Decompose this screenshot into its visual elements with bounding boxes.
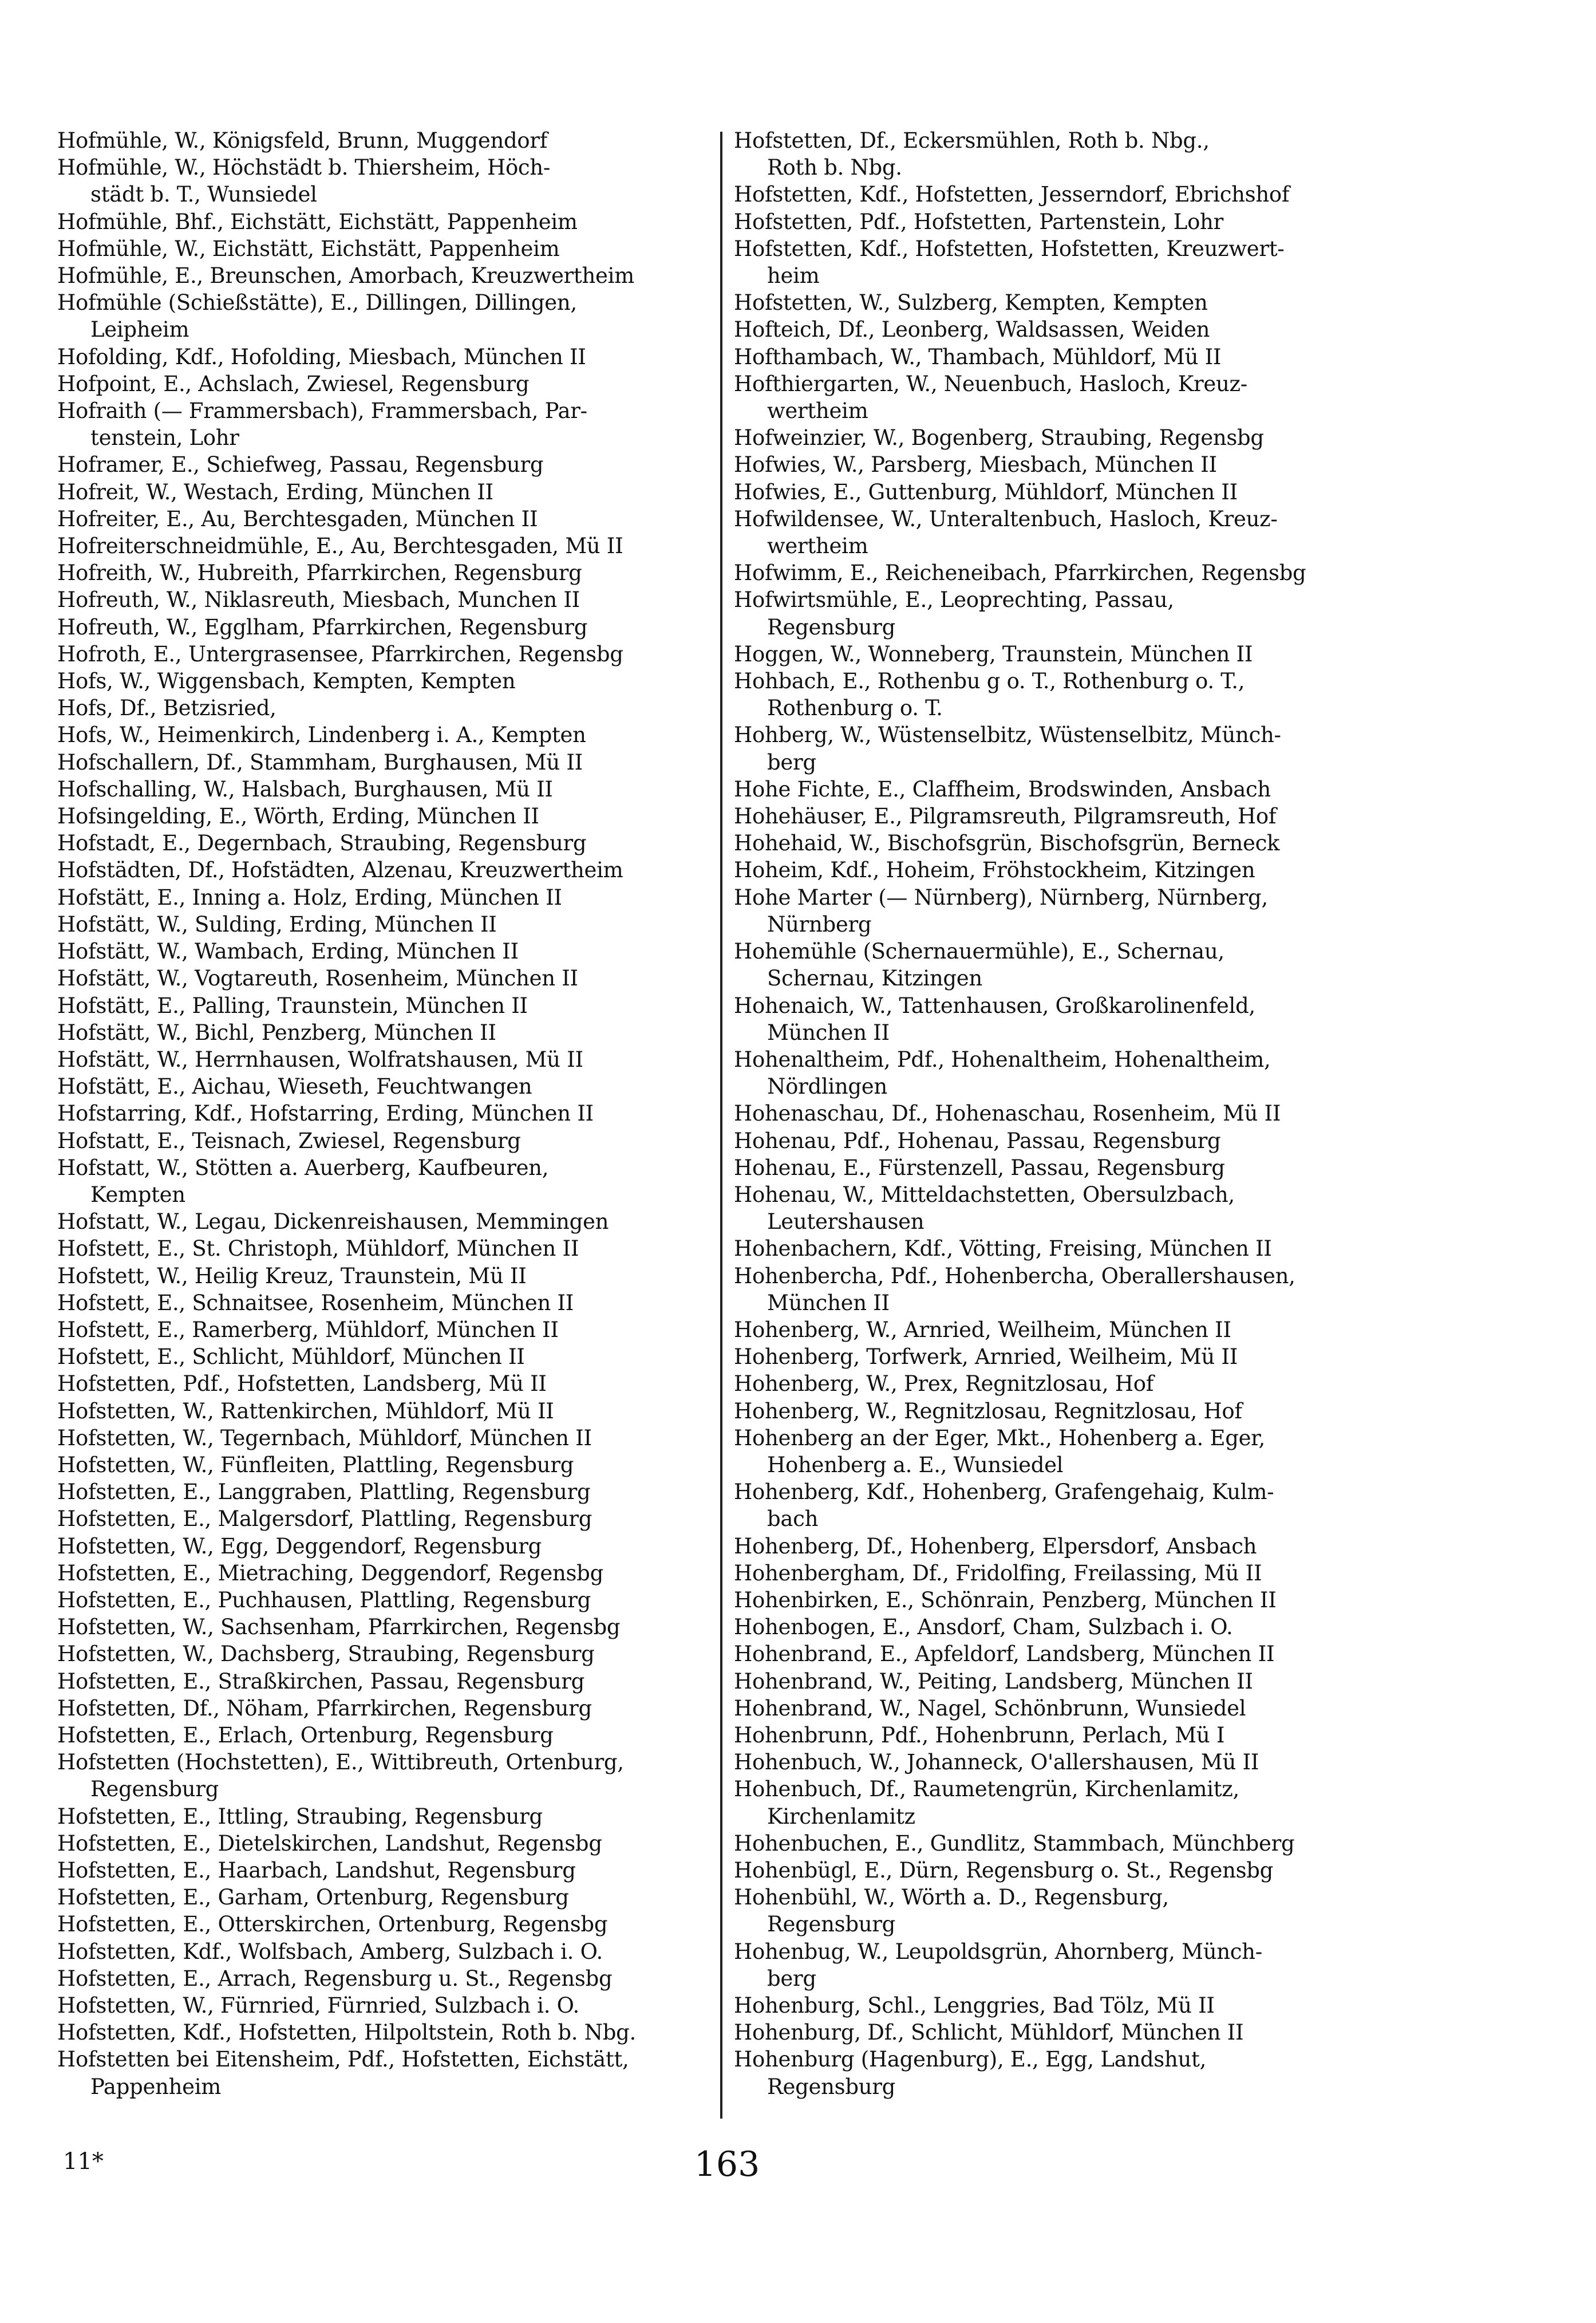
directory-entry xyxy=(734,235,1392,289)
directory-entry xyxy=(57,1992,716,2019)
entry-line: Hofstetten, Kdf., Hofstetten, Jesserndorf, Ebrichshof xyxy=(734,182,1290,207)
directory-entry xyxy=(734,316,1392,343)
directory-entry xyxy=(57,1154,716,1208)
page-number: 163 xyxy=(694,2144,760,2184)
right-column xyxy=(734,127,1392,2100)
entry-line: Hohehaid, W., Bischofsgrün, Bischofsgrün, Berneck xyxy=(734,831,1280,856)
entry-line: Hofweinzier, W., Bogenberg, Straubing, Regensbg xyxy=(734,425,1264,451)
directory-entry xyxy=(57,1398,716,1425)
entry-line: Hofstetten, W., Fünfleiten, Plattling, Regensburg xyxy=(57,1452,574,1477)
directory-entry xyxy=(57,1614,716,1640)
directory-entry xyxy=(734,803,1392,830)
entry-continuation-line: München II xyxy=(767,1020,890,1045)
entry-line: Hofmühle, Bhf., Eichstätt, Eichstätt, Pappenheim xyxy=(57,209,578,234)
entry-line: Hohenaschau, Df., Hohenaschau, Rosenheim, Mü II xyxy=(734,1101,1281,1126)
entry-line: Hofs, Df., Betzisried, xyxy=(57,696,276,721)
directory-entry xyxy=(734,1668,1392,1695)
directory-entry xyxy=(734,127,1392,181)
directory-entry xyxy=(57,992,716,1019)
directory-entry xyxy=(734,1478,1392,1532)
entry-line: Hofstetten, Df., Nöham, Pfarrkirchen, Regensburg xyxy=(57,1695,592,1721)
entry-line: Hofmühle, W., Höchstädt b. Thiersheim, Höch- xyxy=(57,155,551,180)
directory-entry xyxy=(57,451,716,478)
directory-entry xyxy=(57,721,716,748)
entry-line: Hofstetten, E., Ittling, Straubing, Regensburg xyxy=(57,1804,543,1829)
entry-line: Hohenbühl, W., Wörth a. D., Regensburg, xyxy=(734,1885,1169,1910)
entry-line: Hofsingelding, E., Wörth, Erding, München II xyxy=(57,804,539,829)
directory-entry xyxy=(57,506,716,533)
directory-entry xyxy=(57,262,716,289)
directory-entry xyxy=(57,2019,716,2046)
entry-line: Hofwies, W., Parsberg, Miesbach, München II xyxy=(734,452,1217,478)
entry-line: Hofthiergarten, W., Neuenbuch, Hasloch, Kreuz- xyxy=(734,371,1247,396)
entry-line: Hofmühle, W., Königsfeld, Brunn, Muggendorf xyxy=(57,128,548,153)
directory-entry xyxy=(57,1911,716,1938)
directory-entry xyxy=(57,749,716,776)
directory-entry xyxy=(57,289,716,343)
directory-entry xyxy=(57,1019,716,1046)
directory-entry xyxy=(57,2046,716,2100)
directory-entry xyxy=(734,1370,1392,1397)
directory-entry xyxy=(57,1884,716,1911)
entry-continuation-line: tenstein, Lohr xyxy=(90,425,239,451)
entry-line: Hofstetten, Kdf., Wolfsbach, Amberg, Sulzbach i. O. xyxy=(57,1939,603,1964)
entry-line: Hofstätt, W., Vogtareuth, Rosenheim, München II xyxy=(57,966,578,991)
entry-line: Hofstetten, E., Malgersdorf, Plattling, Regensburg xyxy=(57,1506,592,1532)
entry-line: Hofpoint, E., Achslach, Zwiesel, Regensburg xyxy=(57,371,530,396)
directory-entry xyxy=(734,1722,1392,1749)
directory-entry xyxy=(734,451,1392,478)
directory-entry xyxy=(57,1073,716,1100)
entry-line: Hofwies, E., Guttenburg, Mühldorf, München II xyxy=(734,479,1238,504)
directory-entry xyxy=(734,1235,1392,1262)
directory-entry xyxy=(57,344,716,370)
directory-entry xyxy=(734,370,1392,424)
entry-line: Hofstätt, W., Herrnhausen, Wolfratshausen, Mü II xyxy=(57,1047,583,1072)
directory-entry xyxy=(57,1208,716,1235)
directory-entry xyxy=(734,1776,1392,1829)
directory-entry xyxy=(734,1992,1392,2019)
entry-line: Hofstetten, W., Sachsenham, Pfarrkirchen, Regensbg xyxy=(57,1615,621,1640)
directory-entry xyxy=(57,479,716,506)
entry-line: Hofstätt, E., Aichau, Wieseth, Feuchtwangen xyxy=(57,1074,532,1099)
entry-line: Hofmühle, W., Eichstätt, Eichstätt, Pappenheim xyxy=(57,236,560,261)
entry-line: Hofs, W., Heimenkirch, Lindenberg i. A., Kempten xyxy=(57,723,586,748)
entry-continuation-line: wertheim xyxy=(767,534,868,559)
column-divider xyxy=(720,132,722,2119)
directory-entry xyxy=(57,614,716,641)
entry-line: Hofstetten, E., Straßkirchen, Passau, Regensburg xyxy=(57,1669,585,1694)
entry-continuation-line: heim xyxy=(767,263,820,289)
directory-entry xyxy=(57,803,716,830)
directory-entry xyxy=(57,776,716,803)
entry-line: Hohenbrand, W., Peiting, Landsberg, München II xyxy=(734,1669,1253,1694)
directory-entry xyxy=(734,1100,1392,1127)
entry-line: Hofstetten, E., Erlach, Ortenburg, Regensburg xyxy=(57,1722,554,1748)
directory-entry xyxy=(57,1452,716,1478)
entry-line: Hofreuth, W., Niklasreuth, Miesbach, Munchen II xyxy=(57,587,580,613)
entry-line: Hohenburg, Df., Schlicht, Mühldorf, München II xyxy=(734,2020,1244,2045)
directory-entry xyxy=(57,1100,716,1127)
entry-line: Hofstetten, E., Garham, Ortenburg, Regensburg xyxy=(57,1885,569,1910)
directory-entry xyxy=(734,1425,1392,1478)
entry-line: Hofstatt, W., Stötten a. Auerberg, Kaufbeuren, xyxy=(57,1155,549,1180)
directory-entry xyxy=(734,2019,1392,2046)
entry-line: Hohenbirken, E., Schönrain, Penzberg, München II xyxy=(734,1587,1277,1612)
entry-continuation-line: Regensburg xyxy=(767,1912,896,1937)
entry-continuation-line: Leutershausen xyxy=(767,1209,925,1235)
directory-entry xyxy=(57,397,716,451)
directory-entry xyxy=(57,641,716,668)
entry-line: Hofstetten, W., Fürnried, Fürnried, Sulzbach i. O. xyxy=(57,1993,579,2018)
directory-entry xyxy=(57,1478,716,1505)
entry-line: Hofraith (— Frammersbach), Frammersbach, Par- xyxy=(57,399,587,424)
directory-entry xyxy=(734,668,1392,721)
entry-line: Hohenberg, W., Prex, Regnitzlosau, Hof xyxy=(734,1371,1154,1397)
entry-line: Hofstätt, W., Sulding, Erding, München II xyxy=(57,912,497,937)
directory-entry xyxy=(57,1316,716,1343)
entry-line: Hofstätt, E., Palling, Traunstein, München II xyxy=(57,993,528,1018)
directory-entry xyxy=(734,1398,1392,1425)
entry-line: Hofs, W., Wiggensbach, Kempten, Kempten xyxy=(57,669,516,694)
directory-entry xyxy=(57,370,716,397)
directory-entry xyxy=(57,1803,716,1830)
entry-line: Hoheim, Kdf., Hoheim, Fröhstockheim, Kitzingen xyxy=(734,858,1255,883)
directory-entry xyxy=(734,1127,1392,1154)
directory-entry xyxy=(734,1316,1392,1343)
entry-line: Hofstätt, W., Bichl, Penzberg, München II xyxy=(57,1020,496,1045)
directory-entry xyxy=(57,965,716,992)
directory-entry xyxy=(57,1533,716,1560)
entry-continuation-line: berg xyxy=(767,1966,816,1991)
directory-entry xyxy=(57,1587,716,1614)
entry-line: Hofstetten, E., Langgraben, Plattling, Regensburg xyxy=(57,1480,591,1505)
directory-entry xyxy=(734,857,1392,884)
entry-line: Hohenburg, Schl., Lenggries, Bad Tölz, Mü II xyxy=(734,1993,1215,2018)
directory-entry xyxy=(57,1235,716,1262)
entry-continuation-line: Regensburg xyxy=(767,2074,896,2099)
directory-entry xyxy=(734,506,1392,559)
directory-entry xyxy=(57,830,716,857)
entry-line: Hofreit, W., Westach, Erding, München II xyxy=(57,479,493,504)
directory-entry xyxy=(57,533,716,559)
entry-line: Hofstädten, Df., Hofstädten, Alzenau, Kreuzwertheim xyxy=(57,858,623,883)
entry-continuation-line: Kirchenlamitz xyxy=(767,1804,915,1829)
entry-line: Hohenau, Pdf., Hohenau, Passau, Regensburg xyxy=(734,1128,1221,1153)
directory-entry xyxy=(57,1695,716,1722)
entry-line: Hohenbogen, E., Ansdorf, Cham, Sulzbach i. O. xyxy=(734,1615,1233,1640)
entry-line: Hohehäuser, E., Pilgramsreuth, Pilgramsreuth, Hof xyxy=(734,804,1277,829)
entry-line: Hofwildensee, W., Unteraltenbuch, Hasloch, Kreuz- xyxy=(734,506,1278,531)
entry-line: Hofstetten, Pdf., Hofstetten, Partenstein, Lohr xyxy=(734,209,1223,234)
directory-entry xyxy=(57,1857,716,1884)
directory-entry xyxy=(57,1289,716,1316)
directory-entry xyxy=(734,776,1392,803)
directory-entry xyxy=(57,1505,716,1532)
directory-entry xyxy=(734,1830,1392,1857)
entry-line: Hohberg, W., Wüstenselbitz, Wüstenselbitz, Münch- xyxy=(734,723,1281,748)
entry-line: Hohbach, E., Rothenbu g o. T., Rothenburg o. T., xyxy=(734,669,1245,694)
entry-continuation-line: berg xyxy=(767,750,816,775)
directory-entry xyxy=(734,559,1392,586)
entry-line: Hohemühle (Schernauermühle), E., Schernau, xyxy=(734,939,1224,964)
entry-line: Hofstatt, E., Teisnach, Zwiesel, Regensburg xyxy=(57,1128,521,1153)
directory-entry xyxy=(734,1857,1392,1884)
directory-entry xyxy=(734,1046,1392,1100)
directory-entry xyxy=(734,1938,1392,1992)
entry-continuation-line: Schernau, Kitzingen xyxy=(767,966,982,991)
entry-line: Hofstetten, W., Sulzberg, Kempten, Kempten xyxy=(734,290,1208,315)
directory-entry xyxy=(57,938,716,965)
directory-entry xyxy=(57,1830,716,1857)
entry-line: Hohenbrand, W., Nagel, Schönbrunn, Wunsiedel xyxy=(734,1695,1246,1721)
entry-continuation-line: städt b. T., Wunsiedel xyxy=(90,182,317,207)
directory-entry xyxy=(734,586,1392,640)
entry-line: Hofschallern, Df., Stammham, Burghausen, Mü II xyxy=(57,750,583,775)
directory-entry xyxy=(57,1370,716,1397)
directory-entry xyxy=(734,289,1392,316)
directory-entry xyxy=(57,586,716,613)
entry-continuation-line: Regensburg xyxy=(767,614,896,640)
entry-line: Hofwirtsmühle, E., Leoprechting, Passau, xyxy=(734,587,1174,613)
entry-line: Hohe Fichte, E., Claffheim, Brodswinden, Ansbach xyxy=(734,776,1271,802)
entry-line: Hofstetten, Pdf., Hofstetten, Landsberg, Mü II xyxy=(57,1371,547,1397)
entry-line: Hohenaich, W., Tattenhausen, Großkarolinenfeld, xyxy=(734,993,1255,1018)
entry-line: Hohenberg, Torfwerk, Arnried, Weilheim, Mü II xyxy=(734,1344,1238,1370)
directory-entry xyxy=(734,1263,1392,1316)
directory-entry xyxy=(734,884,1392,938)
entry-line: Hofreuth, W., Egglham, Pfarrkirchen, Regensburg xyxy=(57,614,588,640)
directory-entry xyxy=(734,479,1392,506)
directory-entry xyxy=(734,1749,1392,1776)
directory-entry xyxy=(57,884,716,911)
entry-line: Hofolding, Kdf., Hofolding, Miesbach, München II xyxy=(57,344,586,369)
entry-line: Hofstetten, W., Rattenkirchen, Mühldorf, Mü II xyxy=(57,1398,554,1423)
entry-line: Hohenau, W., Mitteldachstetten, Obersulzbach, xyxy=(734,1182,1235,1207)
entry-line: Hofstetten, Df., Eckersmühlen, Roth b. Nbg., xyxy=(734,128,1210,153)
directory-entry xyxy=(57,1560,716,1587)
entry-line: Hofthambach, W., Thambach, Mühldorf, Mü II xyxy=(734,344,1222,369)
directory-entry xyxy=(734,1884,1392,1938)
entry-line: Hofstetten, W., Tegernbach, Mühldorf, München II xyxy=(57,1425,592,1450)
left-column xyxy=(57,127,716,2100)
entry-line: Hofstetten, E., Arrach, Regensburg u. St., Regensbg xyxy=(57,1966,613,1991)
entry-continuation-line: Hohenberg a. E., Wunsiedel xyxy=(767,1452,1064,1477)
directory-entry xyxy=(57,1938,716,1965)
directory-entry xyxy=(734,181,1392,208)
directory-entry xyxy=(734,1640,1392,1667)
entry-line: Hohenbrand, E., Apfeldorf, Landsberg, München II xyxy=(734,1642,1275,1667)
entry-line: Hohenberg, Kdf., Hohenberg, Grafengehaig, Kulm- xyxy=(734,1480,1274,1505)
entry-line: Hohe Marter (— Nürnberg), Nürnberg, Nürnberg, xyxy=(734,885,1268,910)
entry-line: Hofstetten, Kdf., Hofstetten, Hilpoltstein, Roth b. Nbg. xyxy=(57,2020,636,2045)
directory-entry xyxy=(734,641,1392,668)
entry-continuation-line: München II xyxy=(767,1290,890,1315)
entry-line: Hofstetten, E., Otterskirchen, Ortenburg, Regensbg xyxy=(57,1912,608,1937)
directory-entry xyxy=(57,1668,716,1695)
directory-entry xyxy=(57,559,716,586)
entry-line: Hofroth, E., Untergrasensee, Pfarrkirchen, Regensbg xyxy=(57,641,623,666)
entry-line: Hofstett, E., Ramerberg, Mühldorf, München II xyxy=(57,1317,559,1342)
entry-line: Hofreiterschneidmühle, E., Au, Berchtesgaden, Mü II xyxy=(57,534,623,559)
entry-line: Hofreith, W., Hubreith, Pfarrkirchen, Regensburg xyxy=(57,561,582,586)
entry-line: Hofteich, Df., Leonberg, Waldsassen, Weiden xyxy=(734,317,1210,342)
entry-line: Hohenbuch, Df., Raumetengrün, Kirchenlamitz, xyxy=(734,1777,1239,1802)
directory-entry xyxy=(734,992,1392,1046)
directory-entry xyxy=(734,208,1392,235)
entry-line: Hofstatt, W., Legau, Dickenreishausen, Memmingen xyxy=(57,1209,609,1235)
directory-entry xyxy=(734,721,1392,775)
directory-entry xyxy=(734,1181,1392,1235)
entry-line: Hohenbügl, E., Dürn, Regensburg o. St., Regensbg xyxy=(734,1858,1274,1883)
entry-continuation-line: Kempten xyxy=(90,1182,185,1207)
entry-line: Hohenbug, W., Leupoldsgrün, Ahornberg, Münch- xyxy=(734,1939,1262,1964)
entry-line: Hofstadt, E., Degernbach, Straubing, Regensburg xyxy=(57,831,587,856)
entry-continuation-line: Nördlingen xyxy=(767,1074,887,1099)
directory-entry xyxy=(734,1154,1392,1181)
directory-entry xyxy=(57,1046,716,1073)
directory-entry xyxy=(734,1560,1392,1587)
entry-line: Hofschalling, W., Halsbach, Burghausen, Mü II xyxy=(57,776,553,802)
directory-entry xyxy=(57,911,716,938)
entry-line: Hohenberg, W., Regnitzlosau, Regnitzlosau, Hof xyxy=(734,1398,1242,1423)
directory-entry xyxy=(734,830,1392,857)
entry-continuation-line: Pappenheim xyxy=(90,2074,222,2099)
directory-entry xyxy=(734,1533,1392,1560)
entry-line: Hofstetten (Hochstetten), E., Wittibreuth, Ortenburg, xyxy=(57,1750,624,1775)
directory-entry xyxy=(57,1640,716,1667)
entry-continuation-line: Nürnberg xyxy=(767,912,872,937)
entry-line: Hohenbuch, W., Johanneck, O'allershausen, Mü II xyxy=(734,1750,1259,1775)
entry-line: Hofstett, E., Schlicht, Mühldorf, München II xyxy=(57,1344,525,1370)
entry-line: Hoframer, E., Schiefweg, Passau, Regensburg xyxy=(57,452,544,478)
entry-line: Hofstetten, Kdf., Hofstetten, Hofstetten, Kreuzwert- xyxy=(734,236,1285,261)
entry-line: Hohenberg an der Eger, Mkt., Hohenberg a. Eger, xyxy=(734,1425,1265,1450)
entry-line: Hofmühle (Schießstätte), E., Dillingen, Dillingen, xyxy=(57,290,577,315)
directory-entry xyxy=(734,1695,1392,1722)
entry-line: Hohenberg, W., Arnried, Weilheim, München II xyxy=(734,1317,1231,1342)
entry-line: Hofstarring, Kdf., Hofstarring, Erding, München II xyxy=(57,1101,594,1126)
directory-entry xyxy=(57,1127,716,1154)
entry-continuation-line: wertheim xyxy=(767,399,868,424)
entry-line: Hofreiter, E., Au, Berchtesgaden, München II xyxy=(57,506,538,531)
entry-line: Hofstetten, W., Egg, Deggendorf, Regensburg xyxy=(57,1533,542,1559)
entry-line: Hofstetten, E., Puchhausen, Plattling, Regensburg xyxy=(57,1587,591,1612)
directory-entry xyxy=(57,208,716,235)
directory-entry xyxy=(57,1343,716,1370)
entry-line: Hofwimm, E., Reicheneibach, Pfarrkirchen, Regensbg xyxy=(734,561,1306,586)
directory-entry xyxy=(57,1749,716,1803)
directory-entry xyxy=(734,1614,1392,1640)
entry-line: Hofstetten, E., Mietraching, Deggendorf, Regensbg xyxy=(57,1560,603,1586)
directory-entry xyxy=(57,154,716,208)
directory-entry xyxy=(57,1722,716,1749)
entry-continuation-line: Rothenburg o. T. xyxy=(767,696,943,721)
entry-line: Hohenbrunn, Pdf., Hohenbrunn, Perlach, Mü I xyxy=(734,1722,1225,1748)
entry-line: Hofstätt, W., Wambach, Erding, München II xyxy=(57,939,519,964)
entry-line: Hohenbercha, Pdf., Hohenbercha, Oberallershausen, xyxy=(734,1263,1295,1288)
entry-line: Hofstett, E., Schnaitsee, Rosenheim, München II xyxy=(57,1290,574,1315)
directory-entry xyxy=(734,2046,1392,2100)
directory-entry xyxy=(734,424,1392,451)
entry-line: Hofmühle, E., Breunschen, Amorbach, Kreuzwertheim xyxy=(57,263,634,289)
entry-line: Hofstetten, W., Dachsberg, Straubing, Regensburg xyxy=(57,1642,595,1667)
directory-entry xyxy=(57,127,716,154)
entry-continuation-line: Roth b. Nbg. xyxy=(767,155,902,180)
signature-mark: 11* xyxy=(63,2148,104,2175)
entry-line: Hofstetten bei Eitensheim, Pdf., Hofstetten, Eichstätt, xyxy=(57,2047,629,2072)
entry-line: Hohenbergham, Df., Fridolfing, Freilassing, Mü II xyxy=(734,1560,1262,1586)
directory-entry xyxy=(734,344,1392,370)
directory-entry xyxy=(57,1263,716,1289)
entry-line: Hohenberg, Df., Hohenberg, Elpersdorf, Ansbach xyxy=(734,1533,1257,1559)
entry-line: Hohenbuchen, E., Gundlitz, Stammbach, Münchberg xyxy=(734,1831,1295,1856)
directory-entry xyxy=(57,668,716,695)
entry-line: Hohenburg (Hagenburg), E., Egg, Landshut, xyxy=(734,2047,1207,2072)
entry-line: Hofstätt, E., Inning a. Holz, Erding, München II xyxy=(57,885,562,910)
directory-entry xyxy=(57,857,716,884)
directory-entry xyxy=(734,1587,1392,1614)
entry-line: Hoggen, W., Wonneberg, Traunstein, München II xyxy=(734,641,1253,666)
entry-line: Hofstetten, E., Dietelskirchen, Landshut, Regensbg xyxy=(57,1831,602,1856)
directory-entry xyxy=(734,938,1392,992)
entry-line: Hofstett, E., St. Christoph, Mühldorf, München II xyxy=(57,1236,579,1261)
directory-entry xyxy=(57,1425,716,1452)
entry-line: Hohenau, E., Fürstenzell, Passau, Regensburg xyxy=(734,1155,1225,1180)
directory-entry xyxy=(57,1965,716,1992)
entry-line: Hohenbachern, Kdf., Vötting, Freising, München II xyxy=(734,1236,1272,1261)
directory-entry xyxy=(57,695,716,721)
entry-continuation-line: Leipheim xyxy=(90,317,189,342)
entry-line: Hofstetten, E., Haarbach, Landshut, Regensburg xyxy=(57,1858,576,1883)
directory-entry xyxy=(57,235,716,262)
entry-line: Hofstett, W., Heilig Kreuz, Traunstein, Mü II xyxy=(57,1263,527,1288)
directory-entry xyxy=(734,1343,1392,1370)
entry-line: Hohenaltheim, Pdf., Hohenaltheim, Hohenaltheim, xyxy=(734,1047,1271,1072)
entry-continuation-line: bach xyxy=(767,1506,819,1532)
entry-continuation-line: Regensburg xyxy=(90,1777,219,1802)
